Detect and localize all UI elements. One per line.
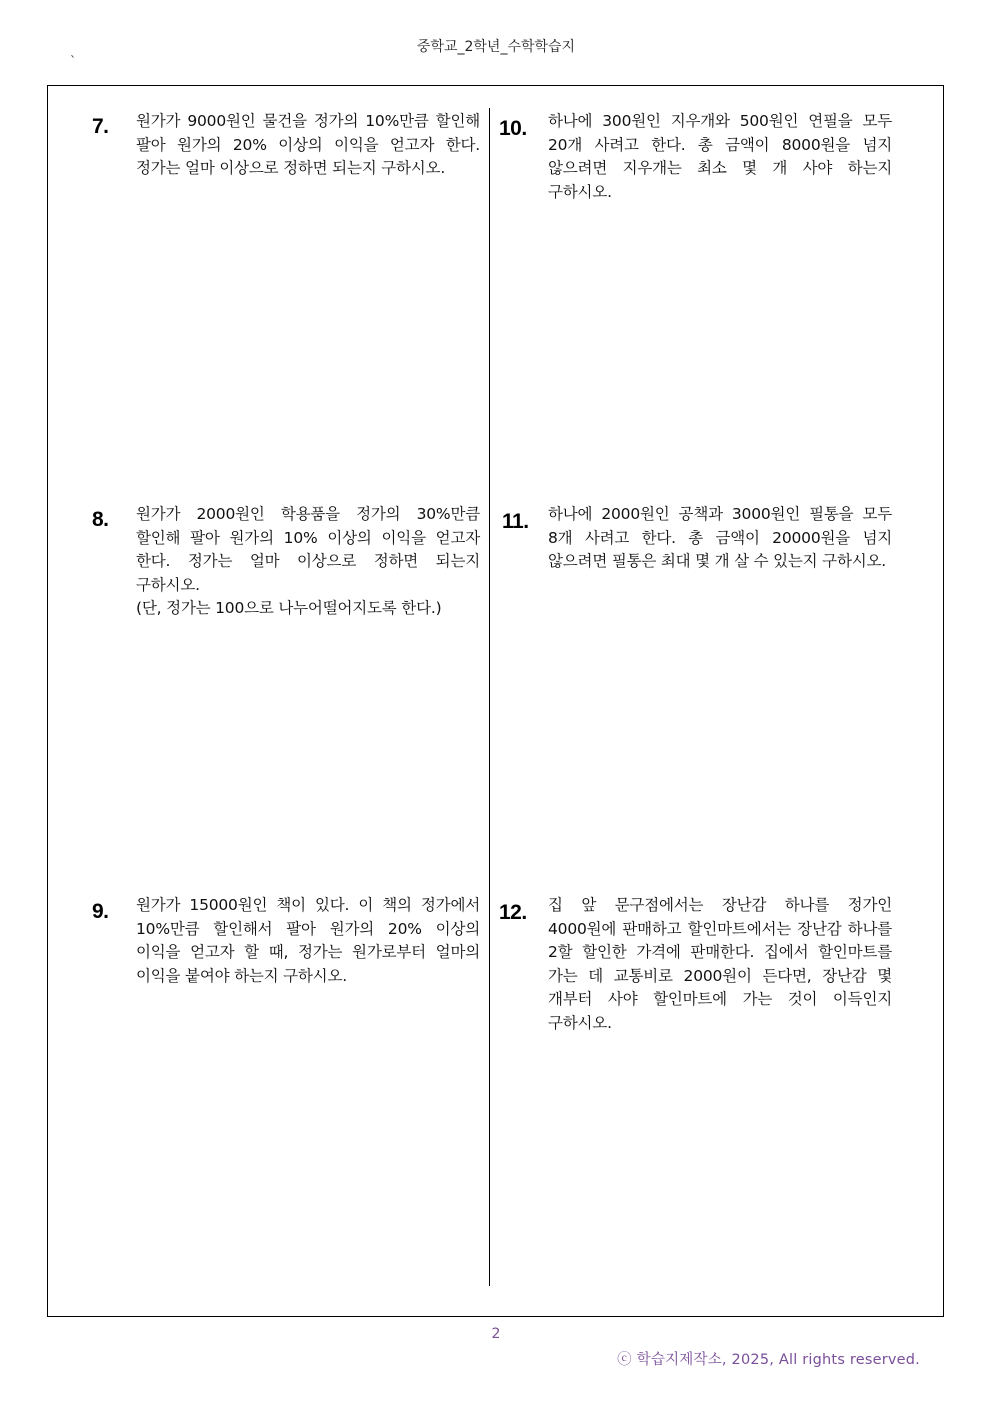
problem-number: 10. — [499, 117, 527, 140]
problem-number: 12. — [499, 901, 527, 924]
worksheet-header-title: 중학교_2학년_수학학습지 — [416, 39, 576, 55]
problem-text: 원가가 15000원인 책이 있다. 이 책의 정가에서 10%만큼 할인해서 팔아 원가의 20% 이상의 이익을 얻고자 할 때, 정가는 원가로부터 얼마의 이익을 붙여야 하는지 구하시오. — [136, 896, 480, 985]
column-divider — [489, 108, 490, 1286]
problem-number: 8. — [92, 508, 109, 531]
page-number: 2 — [491, 1326, 501, 1342]
problem-text: 하나에 2000원인 공책과 3000원인 필통을 모두 8개 사려고 한다. 총 금액이 20000원을 넘지 않으려면 필통은 최대 몇 개 살 수 있는지 구하시오. — [548, 505, 892, 570]
worksheet-frame — [47, 85, 944, 1317]
problem-number: 9. — [92, 900, 109, 923]
problem-number: 11. — [502, 510, 529, 533]
copyright-notice: ⓒ 학습지제작소, 2025, All rights reserved. — [617, 1352, 920, 1368]
problem-text: 원가가 9000원인 물건을 정가의 10%만큼 할인해 팔아 원가의 20% 이상의 이익을 얻고자 한다. 정가는 얼마 이상으로 정하면 되는지 구하시오. — [136, 112, 480, 177]
problem-note: (단, 정가는 100으로 나누어떨어지도록 한다.) — [136, 599, 442, 617]
problem-body: 원가가 2000원인 학용품을 정가의 30%만큼 할인해 팔아 원가의 10% 이상의 이익을 얻고자 한다. 정가는 얼마 이상으로 정하면 되는지 구하시오. — [136, 505, 480, 594]
problem-text: 하나에 300원인 지우개와 500원인 연필을 모두 20개 사려고 한다. 총 금액이 8000원을 넘지 않으려면 지우개는 최소 몇 개 사야 하는지 구하시오. — [548, 112, 892, 201]
problem-text: 집 앞 문구점에서는 장난감 하나를 정가인 4000원에 판매하고 할인마트에서는 장난감 하나를 2할 할인한 가격에 판매한다. 집에서 할인마트를 가는 데 교통비로 2000원이 든다면, 장난감 몇 개부터 사야 할인마트에 가는 것이 이득인지 구하시오. — [548, 896, 892, 1032]
problem-number: 7. — [92, 115, 109, 138]
stray-mark: ` — [70, 54, 76, 68]
problem-text — [136, 503, 480, 621]
